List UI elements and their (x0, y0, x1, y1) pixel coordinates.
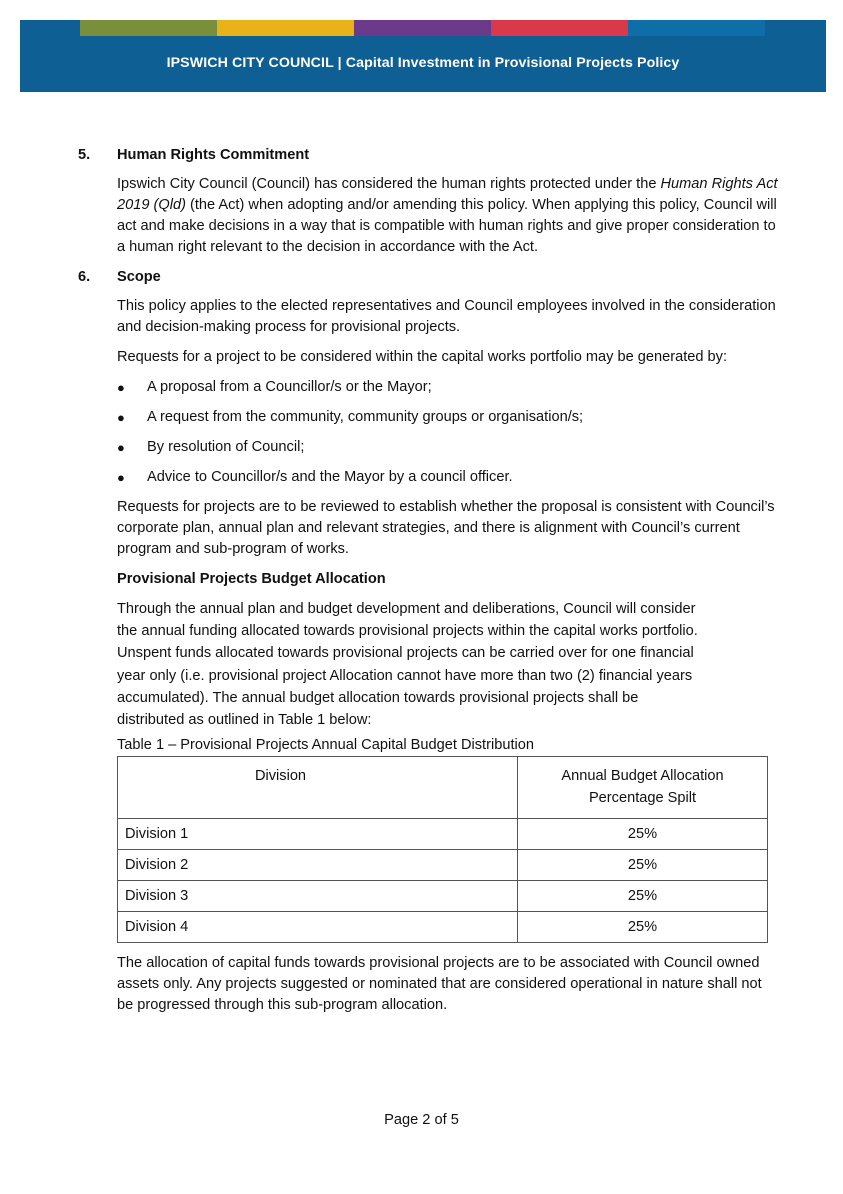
section-6-heading (78, 267, 778, 288)
percentage-cell: 25% (518, 850, 768, 881)
header-stripe-green (80, 20, 217, 36)
scope-paragraph: This policy applies to the elected representatives and Council employees involved in the consideration and decision-making process for provisional projects. (117, 298, 776, 335)
section-5-heading (78, 145, 778, 166)
division-cell: Division 1 (118, 819, 518, 850)
header-line: Annual Budget Allocation (561, 768, 724, 785)
page-header (20, 20, 826, 92)
column-header-division: Division (118, 757, 518, 819)
bullet-icon: ● (117, 470, 125, 485)
list-item-text: By resolution of Council; (147, 439, 305, 455)
section-6-body (117, 296, 778, 1016)
closing-paragraph: The allocation of capital funds towards provisional projects are to be associated with Council owned assets only. Any projects suggested or nominated that are considered operational in nature shall not be progressed through this sub-program allocation. (117, 955, 762, 1014)
section-number: 6. (78, 269, 91, 285)
header-title: IPSWICH CITY COUNCIL | Capital Investment in Provisional Projects Policy (166, 55, 680, 71)
review-paragraph: Requests for projects are to be reviewed to establish whether the proposal is consistent with Council’s corporate plan, annual plan and relevant strategies, and there is alignment with Council’s current program and sub-program of works. (117, 499, 775, 557)
division-cell: Division 3 (118, 881, 518, 912)
list-item-text: A proposal from a Councillor/s or the Mayor; (147, 379, 432, 395)
paragraph-text: (the Act) when adopting and/or amending this policy. When applying this policy, Council will act and make decisions in a way that is compatible with human rights and give proper consideration to a human right relevant to the decision in accordance with the Act. (117, 197, 777, 255)
budget-allocation-heading: Provisional Projects Budget Allocation (117, 571, 386, 587)
table-row (118, 819, 768, 850)
header-stripe-blue (628, 20, 765, 36)
act-name: Human Rights Act 2019 (Qld) (117, 176, 778, 213)
human-rights-paragraph (117, 174, 778, 258)
budget-distribution-table (117, 756, 768, 943)
bullet-icon: ● (117, 410, 125, 425)
header-stripe-red (491, 20, 628, 36)
header-line: Percentage Spilt (588, 790, 697, 807)
list-item-text: A request from the community, community groups or organisation/s; (147, 409, 584, 425)
section-title: Human Rights Commitment (117, 147, 310, 163)
table-row (118, 912, 768, 943)
column-header-allocation (518, 757, 768, 819)
list-item (117, 467, 778, 488)
percentage-cell: 25% (518, 912, 768, 943)
header-stripe-purple (354, 20, 491, 36)
table-row (118, 881, 768, 912)
bullet-icon: ● (117, 380, 125, 395)
table-caption: Table 1 – Provisional Projects Annual Capital Budget Distribution (117, 737, 534, 754)
header-color-stripes (80, 20, 765, 36)
list-item (117, 407, 778, 428)
request-sources-list (117, 377, 778, 488)
section-title: Scope (117, 269, 161, 285)
bullet-icon: ● (117, 440, 125, 455)
page-content (78, 145, 778, 1025)
page-number: Page 2 of 5 (384, 1112, 459, 1128)
division-cell: Division 2 (118, 850, 518, 881)
division-cell: Division 4 (118, 912, 518, 943)
percentage-cell: 25% (518, 819, 768, 850)
percentage-cell: 25% (518, 881, 768, 912)
paragraph-text: Ipswich City Council (Council) has considered the human rights protected under the (117, 176, 661, 192)
list-item-text: Advice to Councillor/s and the Mayor by a council officer. (147, 469, 513, 485)
table-row (118, 850, 768, 881)
list-item (117, 437, 778, 458)
table-header-row (118, 757, 768, 819)
requests-intro-paragraph: Requests for a project to be considered within the capital works portfolio may be generated by: (117, 349, 728, 365)
budget-allocation-paragraph: Through the annual plan and budget development and deliberations, Council will consider the annual funding allocated towards provisional projects within the capital works portfolio. Unspent funds allocated towards provisional projects can be carried over for one financial year only (i.e. provisional project Allocation cannot have more than two (2) financial years accumulated). The annual budget allocation towards provisional projects shall be distributed as outlined in Table 1 below: (117, 601, 698, 729)
list-item (117, 377, 778, 398)
section-number: 5. (78, 147, 91, 163)
header-stripe-yellow (217, 20, 354, 36)
